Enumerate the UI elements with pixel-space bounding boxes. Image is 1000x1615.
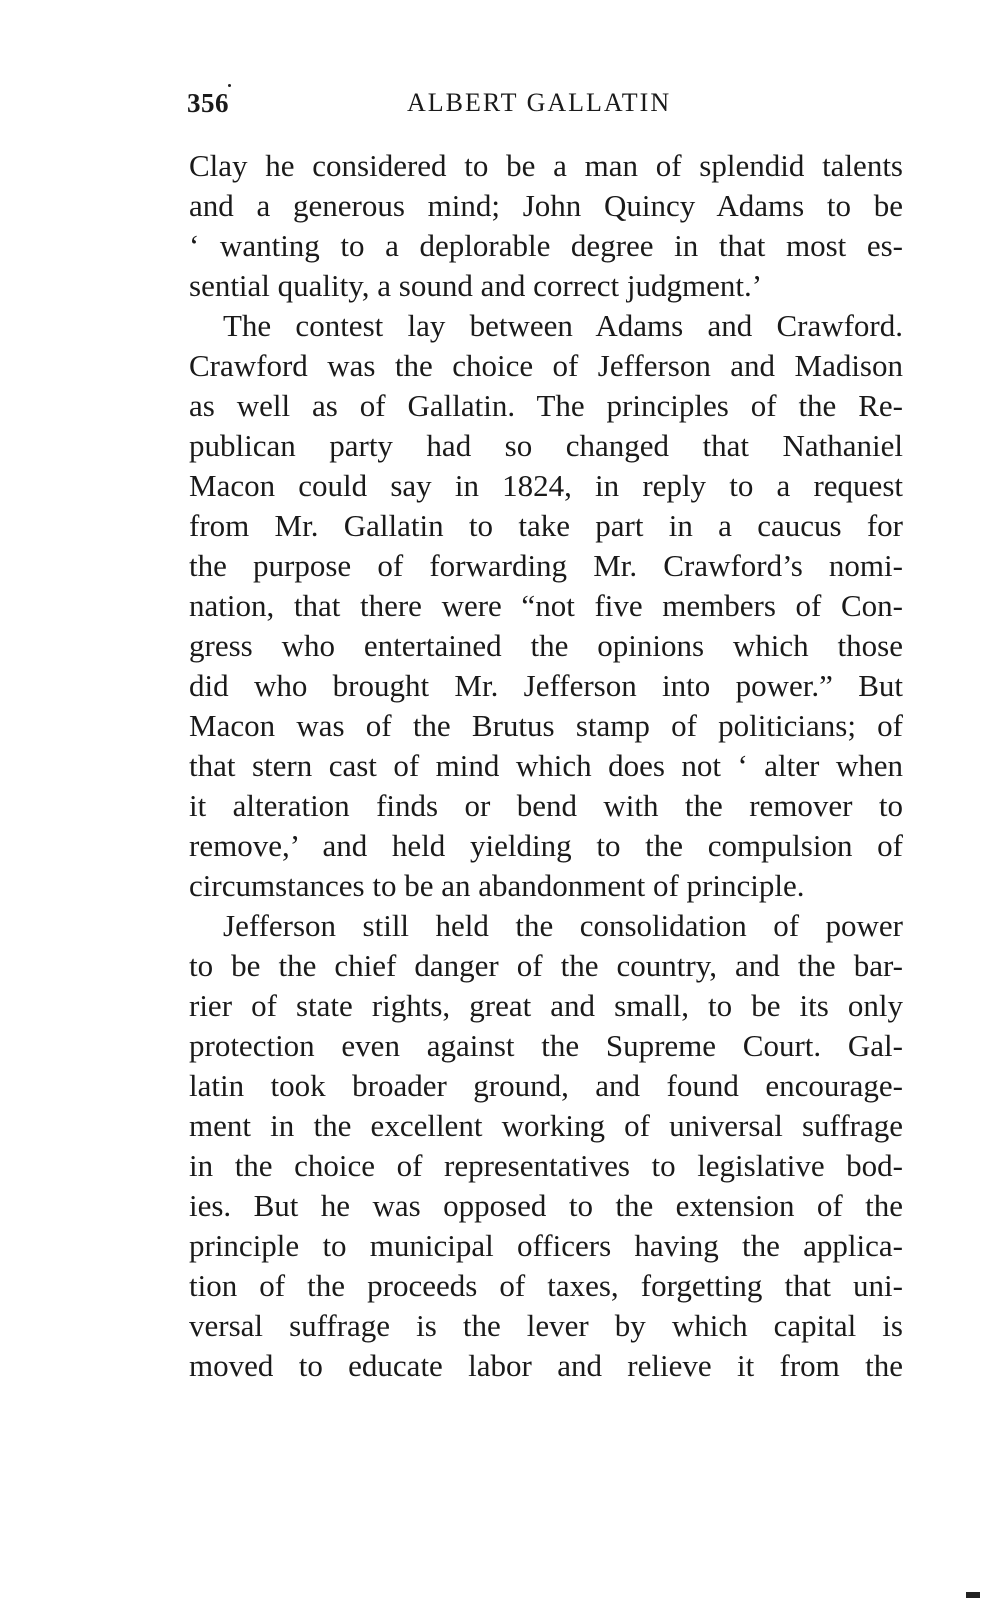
text-line: versal suffrage is the lever by which capital is (189, 1308, 903, 1343)
text-line: ‘ wanting to a deplorable degree in that most es- (189, 228, 903, 263)
text-line: from Mr. Gallatin to take part in a caucus for (189, 508, 903, 543)
text-line: Jefferson still held the consolidation of power (223, 908, 903, 943)
text-line: The contest lay between Adams and Crawford. (223, 308, 903, 343)
running-title: ALBERT GALLATIN (407, 88, 672, 117)
ink-speck (228, 84, 231, 87)
text-line: sential quality, a sound and correct judgment.’ (189, 268, 763, 303)
text-line: as well as of Gallatin. The principles of the Re- (189, 388, 903, 423)
text-line: nation, that there were “not five members of Con- (189, 588, 903, 623)
text-line: remove,’ and held yielding to the compulsion of (189, 828, 903, 863)
body-text (189, 146, 903, 1386)
text-line: and a generous mind; John Quincy Adams to be (189, 188, 903, 223)
text-line: did who brought Mr. Jefferson into power.” But (189, 668, 903, 703)
text-line: Macon was of the Brutus stamp of politicians; of (189, 708, 903, 743)
text-line: gress who entertained the opinions which those (189, 628, 903, 663)
text-line: principle to municipal officers having the applica- (189, 1228, 903, 1263)
page-header (187, 88, 905, 128)
text-line: that stern cast of mind which does not ‘ alter when (189, 748, 903, 783)
text-line: Crawford was the choice of Jefferson and Madison (189, 348, 903, 383)
text-line: to be the chief danger of the country, and the bar- (189, 948, 903, 983)
text-line: the purpose of forwarding Mr. Crawford’s nomi- (189, 548, 903, 583)
text-line: moved to educate labor and relieve it from the (189, 1348, 903, 1383)
text-line: in the choice of representatives to legislative bod- (189, 1148, 903, 1183)
text-line: Clay he considered to be a man of splendid talents (189, 148, 903, 183)
text-line: rier of state rights, great and small, to be its only (189, 988, 903, 1023)
text-line: latin took broader ground, and found encourage- (189, 1068, 903, 1103)
edge-mark (966, 1592, 980, 1598)
text-line: ies. But he was opposed to the extension of the (189, 1188, 903, 1223)
text-line: protection even against the Supreme Court. Gal- (189, 1028, 903, 1063)
text-line: tion of the proceeds of taxes, forgetting that uni- (189, 1268, 903, 1303)
text-line: it alteration finds or bend with the remover to (189, 788, 903, 823)
text-line: Macon could say in 1824, in reply to a request (189, 468, 903, 503)
text-line: ment in the excellent working of universal suffrage (189, 1108, 903, 1143)
text-line: publican party had so changed that Nathaniel (189, 428, 903, 463)
page-number: 356 (187, 88, 229, 118)
text-line: circumstances to be an abandonment of principle. (189, 868, 805, 903)
